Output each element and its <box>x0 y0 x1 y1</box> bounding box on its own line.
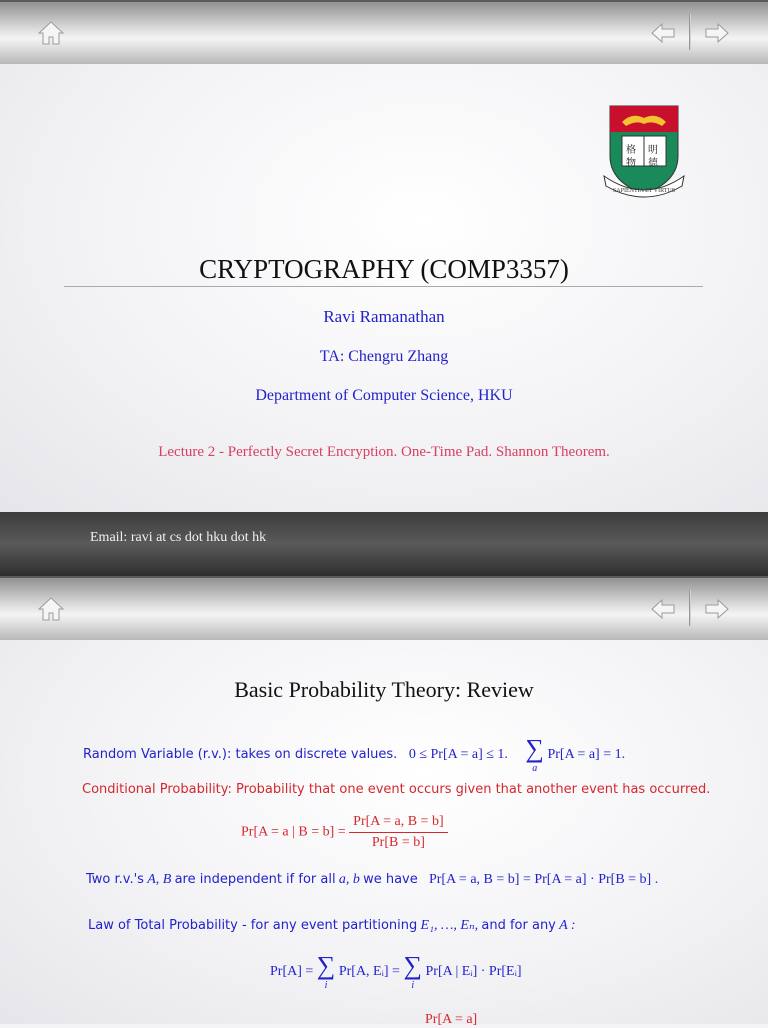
rv-math: 0 ≤ Pr[A = a] ≤ 1. <box>408 747 508 763</box>
slide-title: Basic Probability Theory: Review <box>234 677 534 702</box>
cond-text: Conditional Probability: Probability that one event occurs given that another event has occurred. <box>82 782 711 797</box>
arrow-right-icon[interactable] <box>702 594 732 624</box>
department: Department of Computer Science, HKU <box>255 387 513 404</box>
ltp-text-1: Law of Total Probability - for any event partitioning <box>88 918 418 933</box>
top-toolbar <box>0 0 768 64</box>
cond-fraction <box>349 814 447 851</box>
arrow-right-icon[interactable] <box>702 18 732 48</box>
rv-sum-term: Pr[A = a] = 1. <box>547 747 626 763</box>
second-toolbar <box>0 576 768 640</box>
crest-char-1: 格 <box>626 145 636 156</box>
crest-char-2: 明 <box>648 145 658 156</box>
ta-name: TA: Chengru Zhang <box>319 348 449 365</box>
indep-line <box>86 871 658 888</box>
cond-den: Pr[B = b] <box>371 835 425 850</box>
svg-text:SAPIENTIA ET VIRTUS: SAPIENTIA ET VIRTUS <box>612 188 676 194</box>
ltp-line <box>88 917 576 934</box>
ltp-formula <box>270 953 522 991</box>
indep-vals: a, b <box>338 872 360 887</box>
ltp-lhs: Pr[A] = <box>270 964 314 980</box>
ltp-sum-1 <box>317 953 336 991</box>
ltp-sum-2 <box>403 953 422 991</box>
toolbar-divider <box>689 590 691 626</box>
crest-char-4: 德 <box>648 158 658 169</box>
ltp-sum-sub-1: i <box>324 980 328 991</box>
cond-lhs: Pr[A = a | B = b] = <box>241 824 346 840</box>
home-icon[interactable] <box>36 18 66 48</box>
indep-text-3: we have <box>363 872 418 887</box>
rv-line <box>83 736 625 774</box>
title-rule <box>64 286 703 287</box>
cond-formula <box>241 814 448 851</box>
ltp-mid: Pr[A, Eᵢ] = <box>338 964 400 980</box>
title-slide <box>0 64 768 512</box>
home-icon[interactable] <box>36 594 66 624</box>
course-title: CRYPTOGRAPHY (COMP3357) <box>199 254 569 284</box>
sigma-symbol: ∑ <box>316 951 336 980</box>
toolbar-divider <box>689 14 691 50</box>
indep-text-1: Two r.v.'s <box>86 872 144 887</box>
ltp-var: A : <box>559 918 576 933</box>
indep-vars: A, B <box>147 872 172 887</box>
ltp-rhs: Pr[A | Eᵢ] · Pr[Eᵢ] <box>425 964 522 980</box>
arrow-left-icon[interactable] <box>648 594 678 624</box>
cond-num: Pr[A = a, B = b] <box>349 814 447 833</box>
lecture-subtitle: Lecture 2 - Perfectly Secret Encryption. One-Time Pad. Shannon Theorem. <box>158 444 610 460</box>
rv-sum-sub: a <box>532 763 538 774</box>
email-bar <box>0 512 768 576</box>
ltp-sum-sub-2: i <box>411 980 415 991</box>
partial-next-formula: Pr[A = a] <box>425 1012 478 1027</box>
ltp-text-2: and for any <box>481 918 556 933</box>
probability-slide <box>0 640 768 1027</box>
crest-char-3: 物 <box>626 158 636 169</box>
sigma-symbol: ∑ <box>403 951 422 980</box>
indep-text-2: are independent if for all <box>174 872 336 887</box>
university-crest <box>600 104 688 200</box>
rv-sum <box>525 736 544 774</box>
email-text: Email: ravi at cs dot hku dot hk <box>90 530 267 545</box>
author-name: Ravi Ramanathan <box>323 307 445 326</box>
arrow-left-icon[interactable] <box>648 18 678 48</box>
rv-text: Random Variable (r.v.): takes on discrete values. <box>83 747 398 763</box>
ltp-events: E₁, …, Eₙ, <box>420 918 479 933</box>
indep-math: Pr[A = a, B = b] = Pr[A = a] · Pr[B = b] . <box>428 872 659 887</box>
sigma-symbol: ∑ <box>525 734 544 763</box>
